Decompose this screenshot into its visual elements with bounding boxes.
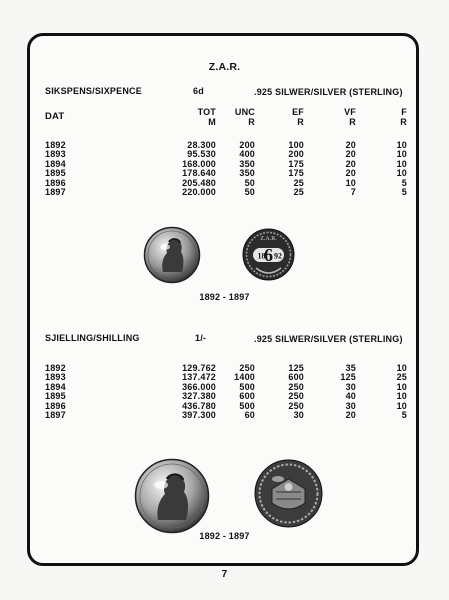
sixpence-cell-f: 5 <box>401 187 407 197</box>
sixpence-cell-mintage: 205.480 <box>182 177 216 188</box>
shilling-cell-date: 1893 <box>45 372 66 383</box>
col-header-ef: EF <box>292 107 304 117</box>
page-number: 7 <box>221 569 228 580</box>
sixpence-cell-ef: 200 <box>288 149 304 160</box>
sixpence-cell-date: 1894 <box>45 158 66 169</box>
sixpence-caption: 1892 - 1897 <box>199 292 250 302</box>
shilling-cell-vf: 125 <box>340 372 356 383</box>
shilling-cell-vf: 40 <box>345 391 356 402</box>
sixpence-cell-f: 10 <box>396 158 407 169</box>
svg-text:92: 92 <box>274 251 282 261</box>
col-header-f: F <box>401 107 407 117</box>
sixpence-cell-mintage: 28.300 <box>187 140 216 150</box>
sixpence-cell-vf: 20 <box>345 168 356 179</box>
sixpence-cell-ef: 175 <box>288 168 304 179</box>
section-title-shilling: SJIELLING/SHILLING <box>45 333 140 343</box>
svg-text:Z.A.R.: Z.A.R. <box>260 236 277 242</box>
sixpence-cell-ef: 100 <box>288 140 304 150</box>
shilling-cell-f: 5 <box>401 410 407 420</box>
sixpence-cell-unc: 200 <box>239 140 255 150</box>
shilling-cell-f: 10 <box>396 400 407 411</box>
shilling-cell-vf: 20 <box>345 410 356 420</box>
shilling-cell-ef: 250 <box>288 381 304 392</box>
shilling-cell-ef: 125 <box>288 363 304 373</box>
shilling-cell-f: 10 <box>396 391 407 402</box>
shilling-cell-mintage: 366.000 <box>182 381 216 392</box>
shilling-cell-unc: 500 <box>239 381 255 392</box>
sixpence-cell-f: 10 <box>396 149 407 160</box>
shilling-cell-date: 1896 <box>45 400 66 411</box>
shilling-cell-unc: 600 <box>239 391 255 402</box>
sixpence-cell-mintage: 220.000 <box>182 187 216 197</box>
shilling-cell-f: 10 <box>396 381 407 392</box>
shilling-cell-date: 1894 <box>45 381 66 392</box>
col-header-mintage-unit: M <box>208 117 216 127</box>
shilling-cell-unc: 1400 <box>234 372 255 383</box>
col-header-f-unit: R <box>400 117 407 127</box>
shilling-cell-mintage: 436.780 <box>182 400 216 411</box>
sixpence-cell-vf: 7 <box>350 187 356 197</box>
sixpence-cell-mintage: 178.640 <box>182 168 216 179</box>
shilling-cell-unc: 250 <box>239 363 255 373</box>
shilling-cell-ef: 250 <box>288 391 304 402</box>
shilling-cell-date: 1892 <box>45 363 66 373</box>
sixpence-cell-ef: 175 <box>288 158 304 169</box>
sixpence-cell-unc: 50 <box>244 177 255 188</box>
denomination-shilling: 1/- <box>195 333 207 343</box>
shilling-cell-date: 1895 <box>45 391 66 402</box>
metal-shilling: .925 SILWER/SILVER (STERLING) <box>254 334 403 344</box>
sixpence-cell-date: 1896 <box>45 177 66 188</box>
metal-sixpence: .925 SILWER/SILVER (STERLING) <box>254 87 403 97</box>
shilling-caption: 1892 - 1897 <box>199 531 250 541</box>
col-header-mintage: TOT <box>197 107 216 117</box>
shilling-cell-mintage: 327.380 <box>182 391 216 402</box>
sixpence-cell-f: 5 <box>401 177 407 188</box>
sixpence-cell-vf: 20 <box>345 140 356 150</box>
sixpence-cell-ef: 25 <box>293 177 304 188</box>
shilling-cell-ef: 30 <box>293 410 304 420</box>
sixpence-cell-mintage: 168.000 <box>182 158 216 169</box>
sixpence-cell-date: 1893 <box>45 149 66 160</box>
shilling-cell-f: 10 <box>396 363 407 373</box>
section-title-sixpence: SIKSPENS/SIXPENCE <box>45 86 142 96</box>
sixpence-cell-unc: 350 <box>239 158 255 169</box>
sixpence-cell-unc: 50 <box>244 187 255 197</box>
col-header-unc: UNC <box>234 107 255 117</box>
sixpence-cell-vf: 20 <box>345 149 356 160</box>
shilling-cell-date: 1897 <box>45 410 66 420</box>
sixpence-cell-vf: 20 <box>345 158 356 169</box>
sixpence-cell-f: 10 <box>396 168 407 179</box>
shilling-obverse-coin-image <box>134 458 210 534</box>
sixpence-cell-ef: 25 <box>293 187 304 197</box>
sixpence-cell-mintage: 95.530 <box>187 149 216 160</box>
shilling-cell-ef: 250 <box>288 400 304 411</box>
sixpence-cell-date: 1892 <box>45 140 66 150</box>
sixpence-cell-date: 1895 <box>45 168 66 179</box>
svg-text:6: 6 <box>264 245 273 265</box>
sixpence-cell-f: 10 <box>396 140 407 150</box>
shilling-reverse-coin-image <box>254 459 323 528</box>
col-header-unc-unit: R <box>248 117 255 127</box>
col-header-date: DAT <box>45 111 65 122</box>
col-header-vf: VF <box>344 107 356 117</box>
shilling-cell-unc: 500 <box>239 400 255 411</box>
page-title: Z.A.R. <box>208 61 241 73</box>
shilling-cell-f: 25 <box>396 372 407 383</box>
col-header-ef-unit: R <box>297 117 304 127</box>
shilling-cell-unc: 60 <box>244 410 255 420</box>
denomination-sixpence: 6d <box>193 86 204 96</box>
shilling-cell-vf: 30 <box>345 381 356 392</box>
shilling-cell-ef: 600 <box>288 372 304 383</box>
sixpence-obverse-coin-image <box>143 226 201 284</box>
svg-text:18: 18 <box>257 251 266 261</box>
shilling-cell-mintage: 137.472 <box>182 372 216 383</box>
shilling-cell-vf: 30 <box>345 400 356 411</box>
sixpence-cell-unc: 400 <box>239 149 255 160</box>
sixpence-cell-unc: 350 <box>239 168 255 179</box>
shilling-cell-vf: 35 <box>345 363 356 373</box>
sixpence-cell-date: 1897 <box>45 187 66 197</box>
shilling-cell-mintage: 397.300 <box>182 410 216 420</box>
sixpence-cell-vf: 10 <box>345 177 356 188</box>
sixpence-reverse-coin-image <box>242 228 295 281</box>
col-header-vf-unit: R <box>349 117 356 127</box>
shilling-cell-mintage: 129.762 <box>182 363 216 373</box>
